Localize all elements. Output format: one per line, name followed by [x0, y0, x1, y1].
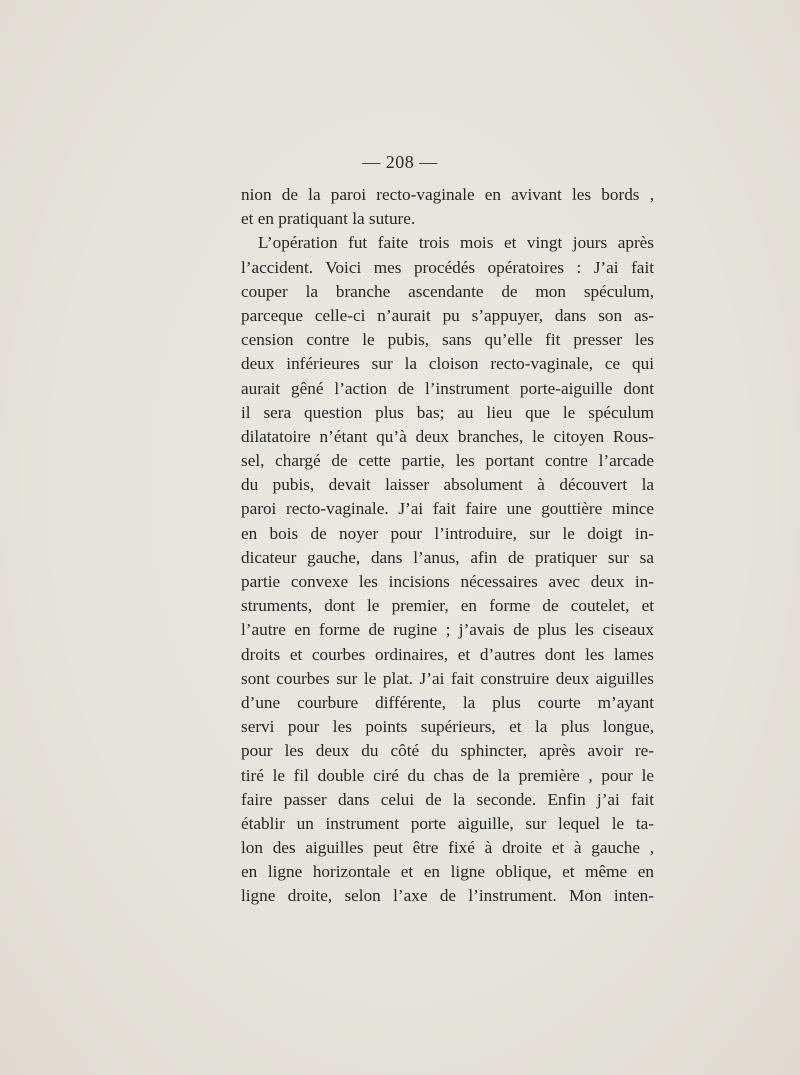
text-line: dilatatoire n’étant qu’à deux branches, le citoyen Rous-	[241, 426, 654, 446]
text-line: faire passer dans celui de la seconde. Enfin j’ai fait	[241, 789, 654, 809]
text-line: sont courbes sur le plat. J’ai fait construire deux aiguilles	[241, 668, 654, 688]
text-line: tiré le fil double ciré du chas de la première , pour le	[241, 765, 654, 785]
text-line: en bois de noyer pour l’introduire, sur le doigt in-	[241, 523, 654, 543]
text-line: d’une courbure différente, la plus courte m’ayant	[241, 692, 654, 712]
text-line: l’accident. Voici mes procédés opératoires : J’ai fait	[241, 257, 654, 277]
text-line: deux inférieures sur la cloison recto-vaginale, ce qui	[241, 354, 654, 374]
text-line: dicateur gauche, dans l’anus, afin de pratiquer sur sa	[241, 547, 654, 567]
text-line: il sera question plus bas; au lieu que le spéculum	[241, 402, 654, 422]
text-line: du pubis, devait laisser absolument à découvert la	[241, 475, 654, 495]
text-line: L’opération fut faite trois mois et vingt jours après	[258, 233, 654, 253]
text-line: cension contre le pubis, sans qu’elle fit presser les	[241, 330, 654, 350]
text-line: partie convexe les incisions nécessaires avec deux in-	[241, 572, 654, 591]
text-line: lon des aiguilles peut être fixé à droite et à gauche ,	[241, 838, 654, 858]
text-line: parceque celle-ci n’aurait pu s’appuyer, dans son as-	[241, 305, 654, 325]
text-line: struments, dont le premier, en forme de coutelet, et	[241, 596, 654, 616]
text-line: nion de la paroi recto-vaginale en avivant les bords ,	[241, 185, 654, 204]
text-line: en ligne horizontale et en ligne oblique, et même en	[241, 862, 654, 882]
text-line: servi pour les points supérieurs, et la plus longue,	[241, 717, 654, 737]
text-line: et en pratiquant la suture.	[241, 209, 416, 229]
text-line: paroi recto-vaginale. J’ai fait faire une gouttière mince	[241, 499, 654, 519]
body-text	[241, 183, 654, 909]
text-line: droits et courbes ordinaires, et d’autres dont les lames	[241, 644, 654, 664]
text-line: pour les deux du côté du sphincter, après avoir re-	[241, 741, 654, 761]
text-line: aurait gêné l’action de l’instrument porte-aiguille dont	[241, 378, 654, 398]
text-line: l’autre en forme de rugine ; j’avais de plus les ciseaux	[241, 620, 654, 640]
text-line: ligne droite, selon l’axe de l’instrument. Mon inten-	[241, 886, 654, 906]
text-line: sel, chargé de cette partie, les portant contre l’arcade	[241, 451, 654, 471]
page-number: — 208 —	[362, 152, 438, 172]
text-line: établir un instrument porte aiguille, sur lequel le ta-	[241, 813, 654, 833]
text-line: couper la branche ascendante de mon spéculum,	[241, 281, 654, 301]
